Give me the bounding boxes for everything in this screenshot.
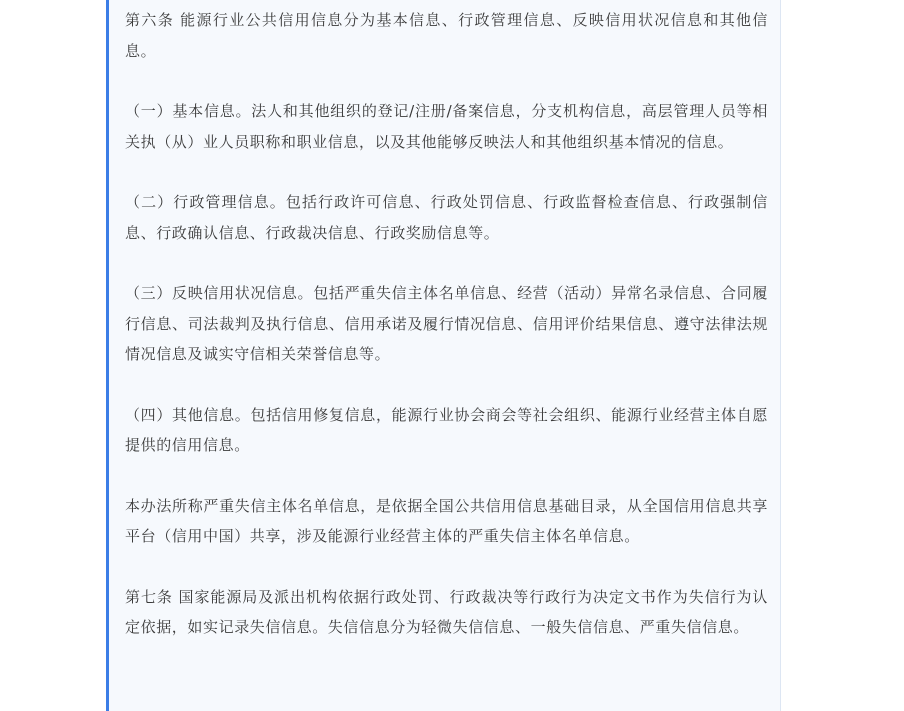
- paragraph-article-6: 第六条 能源行业公共信用信息分为基本信息、行政管理信息、反映信用状况信息和其他信息。: [125, 11, 768, 60]
- paragraph-basic-info: （一）基本信息。法人和其他组织的登记/注册/备案信息，分支机构信息，高层管理人员等相关执（从）业人员职称和职业信息，以及其他能够反映法人和其他组织基本情况的信息。: [125, 102, 768, 151]
- paragraph-article-7: 第七条 国家能源局及派出机构依据行政处罚、行政裁决等行政行为决定文书作为失信行为认定依据，如实记录失信信息。失信信息分为轻微失信信息、一般失信信息、严重失信信息。: [125, 587, 768, 636]
- paragraph-serious-list-definition: 本办法所称严重失信主体名单信息，是依据全国公共信用信息基础目录，从全国信用信息共享平台（信用中国）共享，涉及能源行业经营主体的严重失信主体名单信息。: [125, 496, 768, 545]
- paragraph-other-info: （四）其他信息。包括信用修复信息，能源行业协会商会等社会组织、能源行业经营主体自愿提供的信用信息。: [125, 405, 768, 454]
- article-panel: [106, 0, 781, 711]
- paragraph-credit-status-info: （三）反映信用状况信息。包括严重失信主体名单信息、经营（活动）异常名录信息、合同履行信息、司法裁判及执行信息、信用承诺及履行情况信息、信用评价结果信息、遵守法律法规情况信息及诚实守信相关荣誉信息等。: [125, 284, 768, 363]
- paragraph-admin-info: （二）行政管理信息。包括行政许可信息、行政处罚信息、行政监督检查信息、行政强制信息、行政确认信息、行政裁决信息、行政奖励信息等。: [125, 193, 768, 242]
- article-body: [125, 5, 768, 673]
